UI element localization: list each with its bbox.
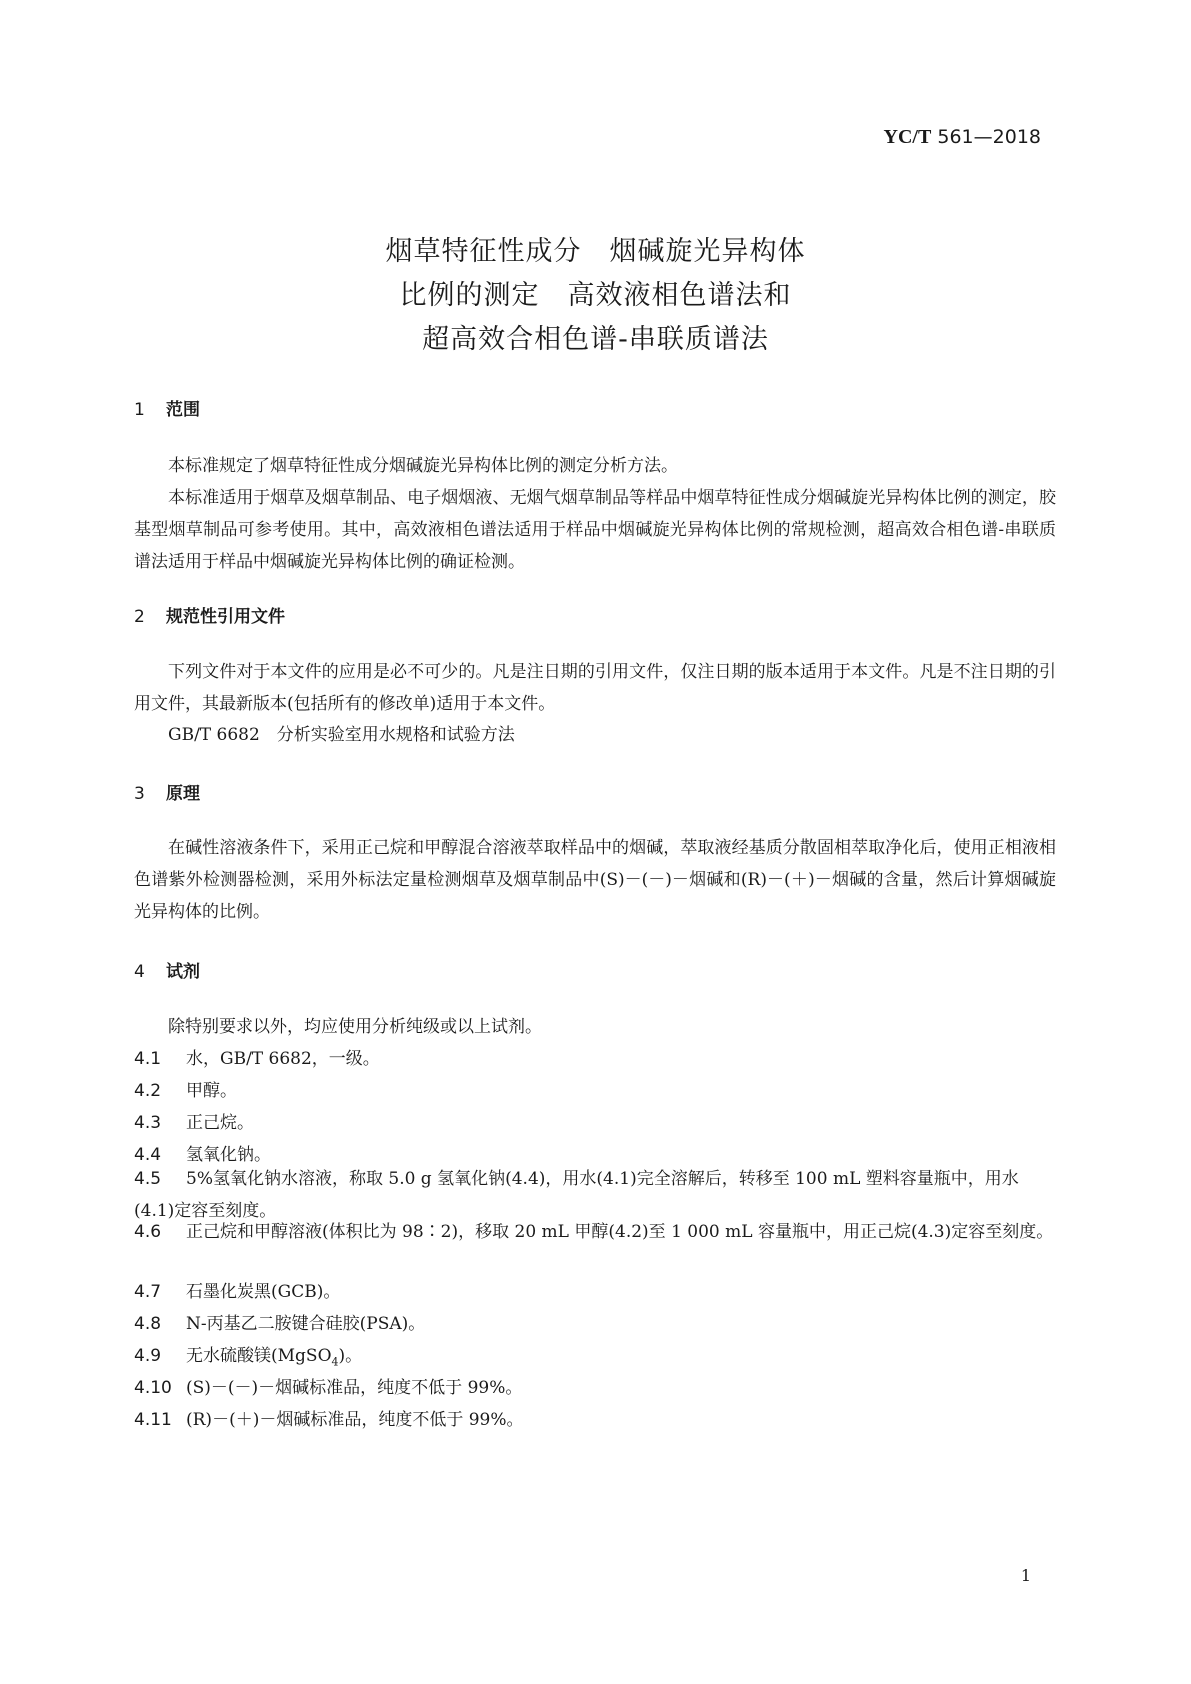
page-number: 1 [1020, 1566, 1031, 1585]
title-line-2: 比例的测定 高效液相色谱法和 [399, 280, 792, 311]
item-text: 正己烷和甲醇溶液(体积比为 98∶2)，移取 20 mL 甲醇(4.2)至 1 000 mL 容量瓶中，用正己烷(4.3)定容至刻度。 [186, 1222, 1054, 1242]
item-number: 4.7 [134, 1282, 162, 1302]
item-text: 石墨化炭黑(GCB)。 [186, 1282, 341, 1302]
item-number: 4.10 [134, 1378, 172, 1398]
scope-paragraph-1: 本标准规定了烟草特征性成分烟碱旋光异构体比例的测定分析方法。 [168, 456, 678, 476]
reagent-item [134, 1308, 1056, 1340]
standard-code-prefix: YC/T [883, 126, 932, 148]
reagents-intro: 除特别要求以外，均应使用分析纯级或以上试剂。 [168, 1017, 542, 1037]
references-paragraph: 下列文件对于本文件的应用是必不可少的。凡是注日期的引用文件，仅注日期的版本适用于本文件。凡是不注日期的引用文件，其最新版本(包括所有的修改单)适用于本文件。 [134, 662, 1056, 714]
item-text: 氢氧化钠。 [186, 1145, 271, 1165]
section-heading-principle [134, 779, 200, 804]
item-number: 4.1 [134, 1049, 162, 1069]
item-number: 4.4 [134, 1145, 162, 1165]
item-number: 4.9 [134, 1346, 162, 1366]
item-number: 4.8 [134, 1314, 162, 1334]
reagent-item [134, 1372, 1056, 1404]
item-text: 正己烷。 [186, 1113, 254, 1133]
section-number: 4 [134, 962, 145, 982]
reagent-item [134, 1276, 1056, 1308]
standard-code [884, 126, 1041, 149]
section-number: 1 [134, 400, 145, 420]
scope-paragraph-2: 本标准适用于烟草及烟草制品、电子烟烟液、无烟气烟草制品等样品中烟草特征性成分烟碱旋光异构体比例的测定，胶基型烟草制品可参考使用。其中，高效液相色谱法适用于样品中烟碱旋光异构体比例的常规检测，超高效合相色谱-串联质谱法适用于样品中烟碱旋光异构体比例的确证检测。 [134, 488, 1056, 572]
section-title: 范围 [166, 400, 200, 420]
item-text: 无水硫酸镁(MgSO [186, 1346, 332, 1366]
item-text: 5%氢氧化钠水溶液，称取 5.0 g 氢氧化钠(4.4)，用水(4.1)完全溶解后，转移至 100 mL 塑料容量瓶中，用水(4.1)定容至刻度。 [134, 1169, 1019, 1221]
title-line-1: 烟草特征性成分 烟碱旋光异构体 [385, 236, 806, 267]
section-number: 3 [134, 784, 145, 804]
reagent-item [134, 1107, 1056, 1139]
item-number: 4.6 [134, 1222, 162, 1242]
reagent-item [134, 1216, 1056, 1248]
item-text: (R)－(＋)－烟碱标准品，纯度不低于 99%。 [186, 1410, 524, 1430]
item-text-after: )。 [338, 1346, 363, 1366]
section-title: 原理 [166, 784, 200, 804]
item-number: 4.11 [134, 1410, 172, 1430]
section-number: 2 [134, 607, 145, 627]
section-heading-scope [134, 395, 200, 420]
standard-code-number: 561—2018 [937, 126, 1041, 148]
section-heading-normative-references [134, 602, 285, 627]
title-line-3: 超高效合相色谱-串联质谱法 [422, 324, 769, 355]
section-heading-reagents [134, 957, 200, 982]
item-text: 水，GB/T 6682，一级。 [186, 1049, 380, 1069]
item-number: 4.2 [134, 1081, 162, 1101]
item-subscript: 4 [331, 1355, 339, 1369]
section-title: 试剂 [166, 962, 200, 982]
reference-entry: GB/T 6682 分析实验室用水规格和试验方法 [168, 725, 515, 745]
principle-paragraph: 在碱性溶液条件下，采用正己烷和甲醇混合溶液萃取样品中的烟碱，萃取液经基质分散固相萃取净化后，使用正相液相色谱紫外检测器检测，采用外标法定量检测烟草及烟草制品中(S)－(－)－烟碱和(R)－(＋)－烟碱的含量，然后计算烟碱旋光异构体的比例。 [134, 838, 1056, 922]
reagent-item [134, 1075, 1056, 1107]
item-number: 4.3 [134, 1113, 162, 1133]
item-text: N-丙基乙二胺键合硅胶(PSA)。 [186, 1314, 426, 1334]
item-text: (S)－(－)－烟碱标准品，纯度不低于 99%。 [186, 1378, 523, 1398]
item-text: 甲醇。 [186, 1081, 237, 1101]
item-number: 4.5 [134, 1169, 162, 1189]
reagent-item [134, 1043, 1056, 1075]
reagent-item [134, 1404, 1056, 1436]
document-title [0, 230, 1191, 362]
section-title: 规范性引用文件 [166, 607, 285, 627]
